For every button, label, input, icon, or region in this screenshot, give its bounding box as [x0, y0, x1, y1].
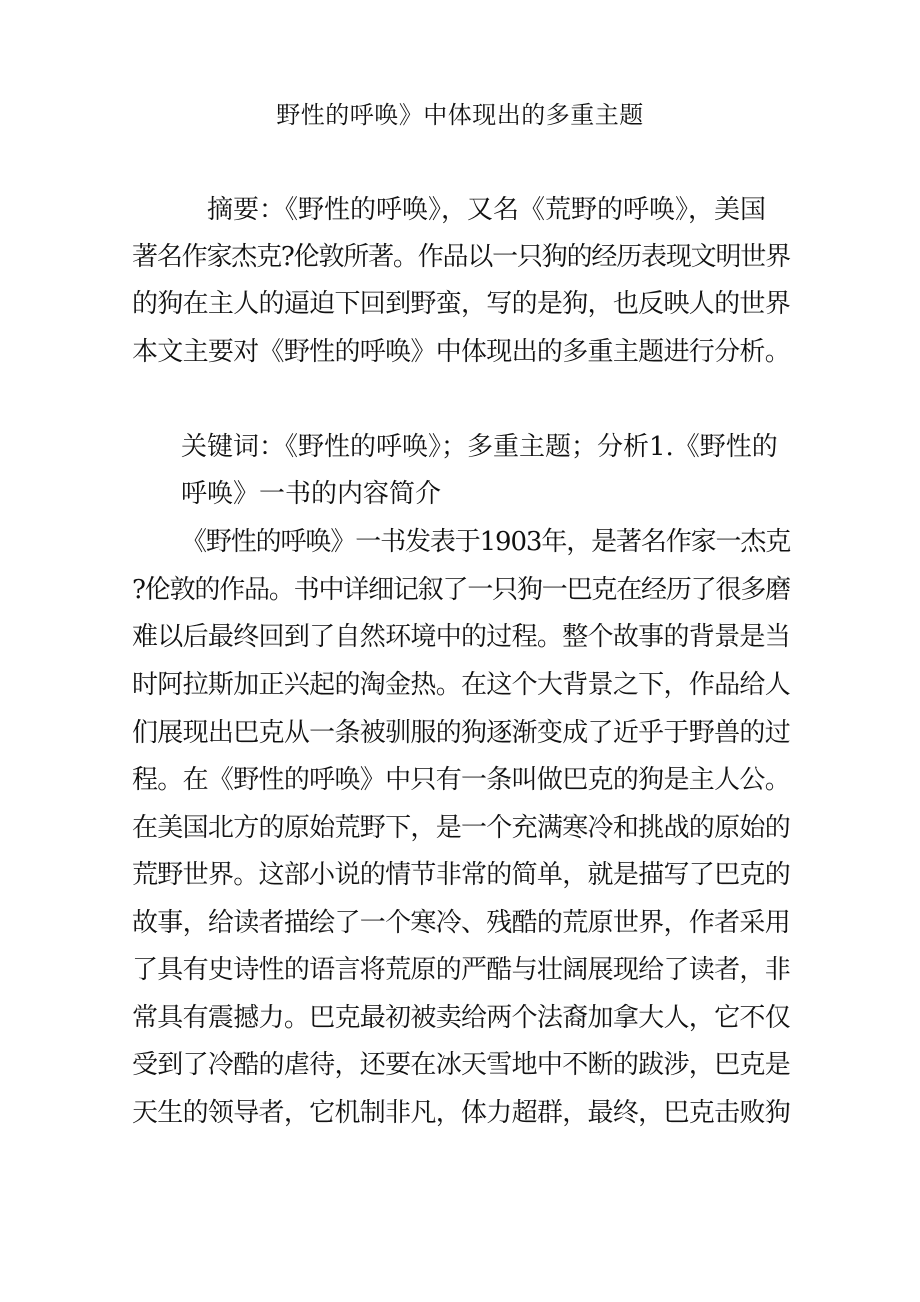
document-title: 野性的呼唤》中体现出的多重主题 [276, 101, 644, 129]
keywords-line: 关键词：《野性的呼唤》；多重主题；分析1.《野性的 [181, 432, 778, 462]
body-line: ?伦敦的作品。书中详细记叙了一只狗一巴克在经历了很多磨 [132, 575, 790, 605]
body-line: 们展现出巴克从一条被驯服的狗逐渐变成了近乎于野兽的过 [132, 718, 791, 748]
abstract-line: 著名作家杰克?伦敦所著。作品以一只狗的经历表现文明世界 [132, 242, 790, 272]
section-heading-line: 呼唤》一书的内容简介 [181, 479, 442, 509]
body-line: 故事，给读者描绘了一个寒冷、残酷的荒原世界，作者采用 [132, 908, 791, 938]
body-line: 天生的领导者，它机制非凡，体力超群，最终，巴克击败狗 [132, 1098, 791, 1128]
abstract-line: 摘要：《野性的呼唤》，又名《荒野的呼唤》，美国 [207, 195, 767, 225]
body-line: 常具有震撼力。巴克最初被卖给两个法裔加拿大人，它不仅 [132, 1003, 791, 1033]
body-line: 荒野世界。这部小说的情节非常的简单，就是描写了巴克的 [132, 860, 791, 890]
body-line: 程。在《野性的呼唤》中只有一条叫做巴克的狗是主人公。 [132, 765, 791, 795]
abstract-line: 本文主要对《野性的呼唤》中体现出的多重主题进行分析。 [132, 337, 791, 367]
body-line: 在美国北方的原始荒野下，是一个充满寒冷和挑战的原始的 [132, 813, 791, 843]
body-line: 《野性的呼唤》一书发表于1903年，是著名作家一杰克 [181, 527, 791, 557]
body-line: 了具有史诗性的语言将荒原的严酷与壮阔展现给了读者，非 [132, 955, 791, 985]
body-line: 时阿拉斯加正兴起的淘金热。在这个大背景之下，作品给人 [132, 670, 791, 700]
body-line: 受到了冷酷的虐待，还要在冰天雪地中不断的跋涉，巴克是 [132, 1050, 791, 1080]
body-line: 难以后最终回到了自然环境中的过程。整个故事的背景是当 [132, 622, 791, 652]
abstract-line: 的狗在主人的逼迫下回到野蛮，写的是狗，也反映人的世界 [132, 289, 791, 319]
